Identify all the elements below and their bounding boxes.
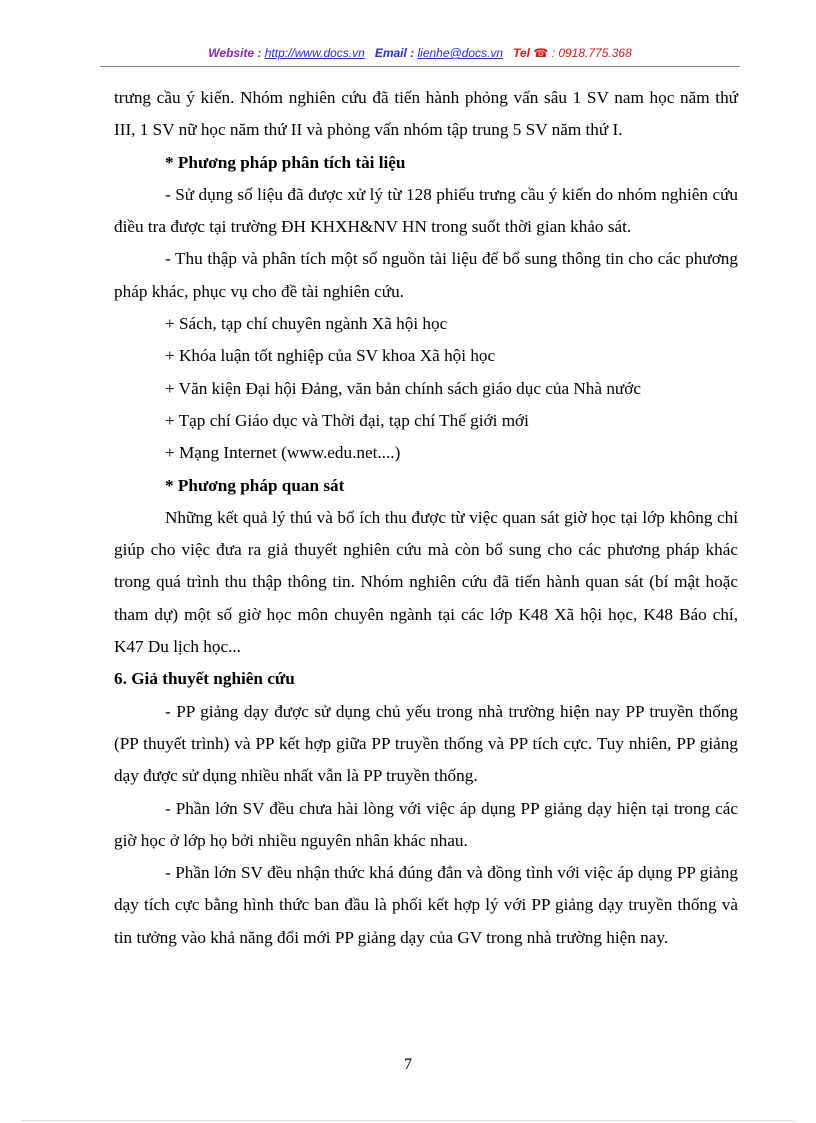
page-header — [100, 46, 740, 66]
paragraph-observation: Những kết quả lý thú và bổ ích thu được từ việc quan sát giờ học tại lớp không chỉ giúp cho việc đưa ra giả thuyết nghiên cứu mà còn bổ sung cho các phương pháp khác trong quá trình thu thập thông tin. Nhóm nghiên cứu đã tiến hành quan sát (bí mật hoặc tham dự) một số giờ học môn chuyên ngành tại các lớp K48 Xã hội học, K48 Báo chí, K47 Du lịch học... — [114, 507, 738, 657]
heading-document-analysis: * Phương pháp phân tích tài liệu — [165, 152, 406, 172]
document-body — [114, 82, 738, 954]
phone-icon: ☎ — [533, 46, 549, 60]
list-item: + Sách, tạp chí chuyên ngành Xã hội học — [165, 314, 448, 334]
paragraph-hypothesis-2: - Phần lớn SV đều chưa hài lòng với việc áp dụng PP giảng dạy hiện tại trong các giờ học ở lớp họ bởi nhiều nguyên nhân khác nhau. — [114, 798, 738, 850]
paragraph-sources: - Thu thập và phân tích một số nguồn tài liệu để bổ sung thông tin cho các phương pháp khác, phục vụ cho đề tài nghiên cứu. — [114, 249, 738, 301]
section-heading-hypothesis: 6. Giả thuyết nghiên cứu — [114, 669, 295, 689]
tel-number: 0918.775.368 — [558, 46, 632, 60]
heading-observation: * Phương pháp quan sát — [165, 475, 345, 495]
email-separator: : — [406, 46, 418, 60]
footer-dotted-line — [22, 1120, 794, 1121]
website-separator: : — [254, 46, 265, 60]
email-link[interactable]: lienhe@docs.vn — [417, 46, 504, 60]
list-item: + Văn kiện Đại hội Đảng, văn bản chính sách giáo dục của Nhà nước — [165, 378, 641, 398]
list-item: + Mạng Internet (www.edu.net....) — [165, 443, 401, 463]
paragraph-survey-data: - Sử dụng số liệu đã được xử lý từ 128 phiếu trưng cầu ý kiến do nhóm nghiên cứu điều tra được tại trường ĐH KHXH&NV HN trong suốt thời gian khảo sát. — [114, 184, 738, 237]
email-label: Email — [374, 46, 407, 60]
list-item: + Tạp chí Giáo dục và Thời đại, tạp chí Thế giới mới — [165, 410, 529, 430]
tel-separator: : — [548, 46, 559, 60]
paragraph-hypothesis-3: - Phần lớn SV đều nhận thức khá đúng đắn và đồng tình với việc áp dụng PP giảng dạy tích cực bằng hình thức ban đầu là phối kết hợp lý với PP giảng dạy truyền thống và tin tưởng vào khả năng đổi mới PP giảng dạy của GV trong nhà trường hiện nay. — [114, 863, 738, 947]
paragraph-hypothesis-1: - PP giảng dạy được sử dụng chủ yếu trong nhà trường hiện nay PP truyền thống (PP thuyết trình) và PP kết hợp giữa PP truyền thống và PP tích cực. Tuy nhiên, PP giảng dạy được sử dụng nhiều nhất vẫn là PP truyền thống. — [114, 701, 738, 786]
header-divider — [100, 66, 740, 67]
tel-label: Tel — [513, 46, 530, 60]
page-number: 7 — [404, 1056, 412, 1073]
website-link[interactable]: http://www.docs.vn — [264, 46, 365, 60]
list-item: + Khóa luận tốt nghiệp của SV khoa Xã hội học — [165, 346, 496, 366]
paragraph-interview: trưng cầu ý kiến. Nhóm nghiên cứu đã tiến hành phỏng vấn sâu 1 SV nam học năm thứ III, 1 SV nữ học năm thứ II và phỏng vấn nhóm tập trung 5 SV năm thứ I. — [114, 88, 738, 140]
website-label: Website — [208, 46, 255, 60]
